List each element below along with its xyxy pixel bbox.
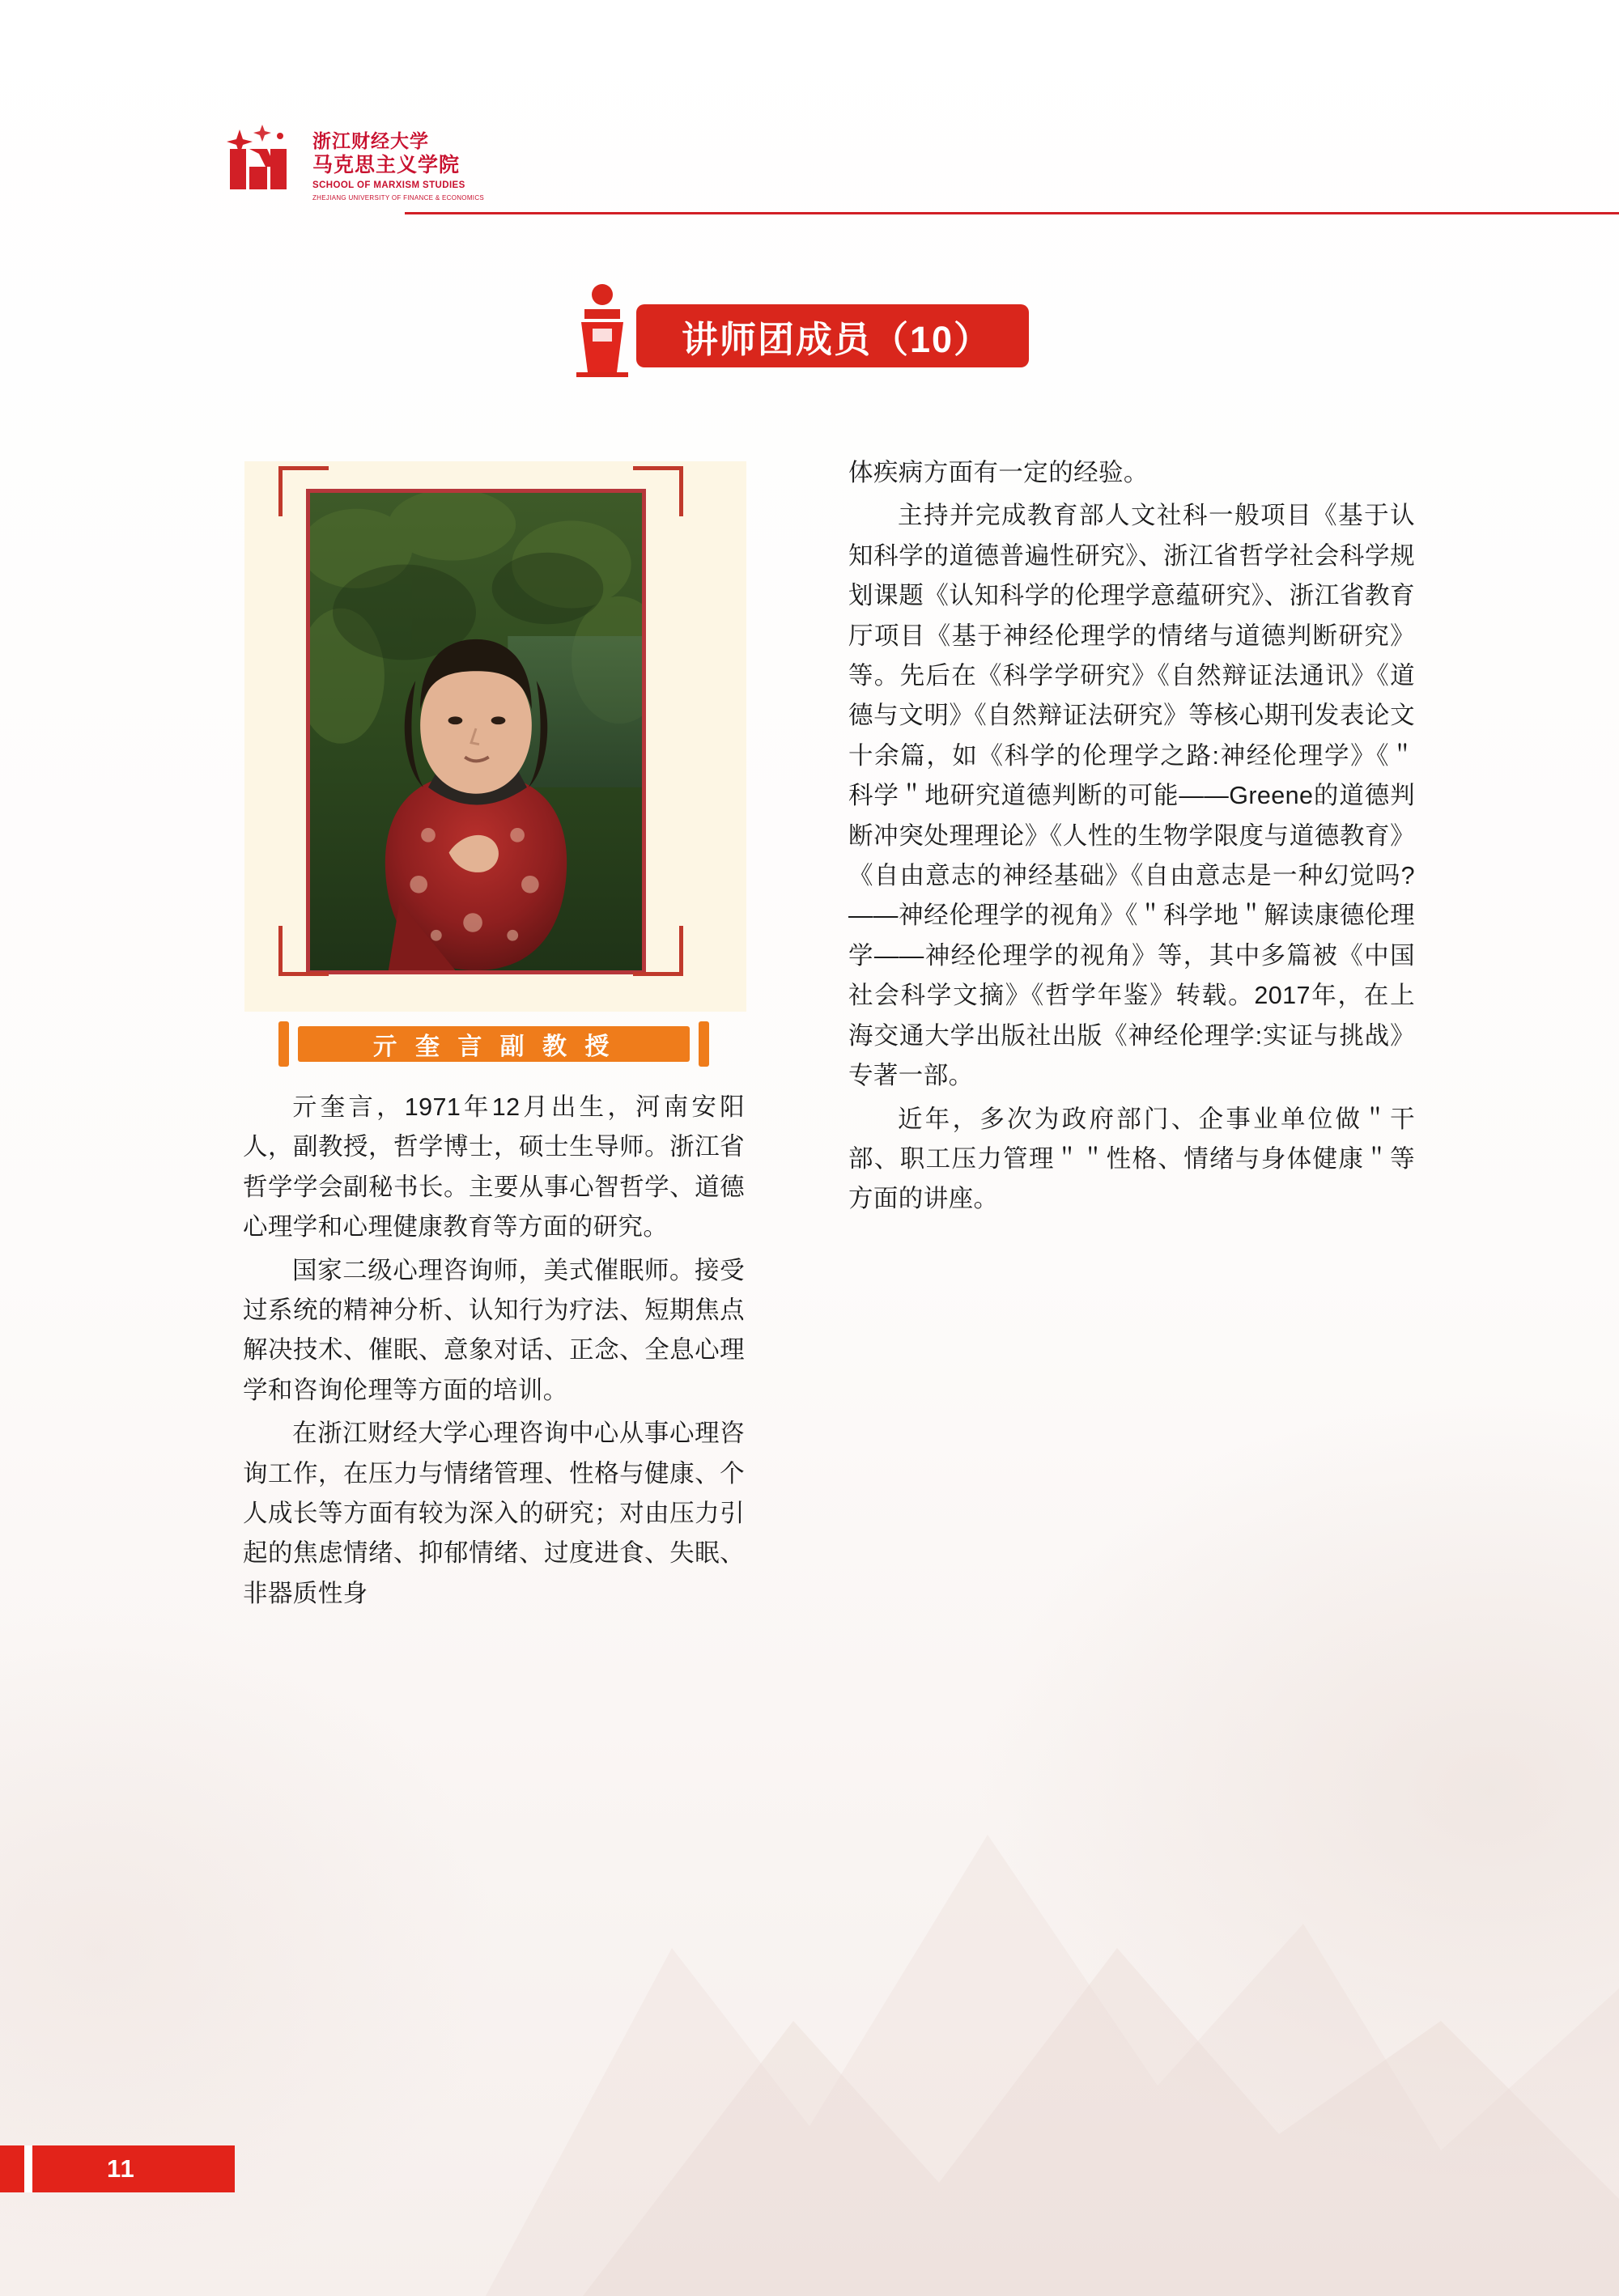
name-bar-tab-right xyxy=(699,1021,709,1067)
paragraph: 近年，多次为政府部门、企事业单位做＂干部、职工压力管理＂＂性格、情绪与身体健康＂等方面的讲座。 xyxy=(848,1105,1415,1213)
left-column-body xyxy=(243,1088,777,1614)
school-name-cn: 浙江财经大学 xyxy=(312,131,429,152)
page-footer xyxy=(0,2145,235,2192)
name-bar-tab-left xyxy=(278,1021,289,1067)
paragraph: 亓奎言，1971年12月出生，河南安阳人，副教授，哲学博士，硕士生导师。浙江省哲学学会副秘书长。主要从事心智哲学、道德心理学和心理健康教育等方面的研究。 xyxy=(243,1093,745,1241)
profile-photo xyxy=(310,493,642,970)
profile-name-bar xyxy=(243,1021,745,1067)
mountain-watermark xyxy=(486,1568,1619,2296)
paragraph: 体疾病方面有一定的经验。 xyxy=(848,459,1149,486)
photo-corner-top-right xyxy=(633,466,683,516)
paragraph: 主持并完成教育部人文社科一般项目《基于认知科学的道德普遍性研究》、浙江省哲学社会科学规划课题《认知科学的伦理学意蕴研究》、浙江省教育厅项目《基于神经伦理学的情绪与道德判断研究》等。先后在《科学学研究》《自然辩证法通讯》《道德与文明》《自然辩证法研究》等核心期刊发表论文十余篇，如《科学的伦理学之路:神经伦理学》《＂科学＂地研究道德判断的可能——Greene的道德判断冲突处理理论》《人性的生物学限度与道德教育》《自由意志的神经基础》《自由意志是一种幻觉吗?——神经伦理学的视角》《＂科学地＂解读康德伦理学——神经伦理学的视角》等，其中多篇被《中国社会科学文摘》《哲学年鉴》转载。2017年，在上海交通大学出版社出版《神经伦理学:实证与挑战》专著一部。 xyxy=(848,502,1415,1090)
school-name-en: ZHEJIANG UNIVERSITY OF FINANCE & ECONOMICS xyxy=(312,193,485,202)
footer-notch xyxy=(24,2145,32,2192)
left-column xyxy=(243,461,777,1617)
school-logo xyxy=(217,121,484,206)
school-department-en: SCHOOL OF MARXISM STUDIES xyxy=(312,180,465,191)
photo-corner-bottom-right xyxy=(633,926,683,976)
page-number: 11 xyxy=(107,2154,135,2183)
profile-photo-frame xyxy=(306,489,646,974)
photo-corner-top-left xyxy=(278,466,329,516)
page-header xyxy=(0,113,1619,219)
school-emblem-icon xyxy=(217,121,301,206)
header-divider xyxy=(405,212,1619,214)
right-column xyxy=(848,453,1415,1223)
section-title-text: 讲师团成员（10） xyxy=(682,318,992,360)
profile-name-title: 亓 奎 言 副 教 授 xyxy=(372,1033,615,1060)
profile-photo-block xyxy=(244,461,746,1012)
section-title-pill xyxy=(636,304,1029,367)
paragraph: 国家二级心理咨询师，美式催眠师。接受过系统的精神分析、认知行为疗法、短期焦点解决技术、催眠、意象对话、正念、全息心理学和咨询伦理等方面的培训。 xyxy=(243,1256,745,1404)
school-logo-text xyxy=(312,125,484,202)
school-department-cn: 马克思主义学院 xyxy=(312,154,461,176)
podium-speaker-icon xyxy=(557,282,648,377)
section-title-banner xyxy=(557,282,1029,377)
photo-corner-bottom-left xyxy=(278,926,329,976)
paragraph: 在浙江财经大学心理咨询中心从事心理咨询工作，在压力与情绪管理、性格与健康、个人成长等方面有较为深入的研究；对由压力引起的焦虑情绪、抑郁情绪、过度进食、失眠、非器质性身 xyxy=(243,1420,745,1607)
